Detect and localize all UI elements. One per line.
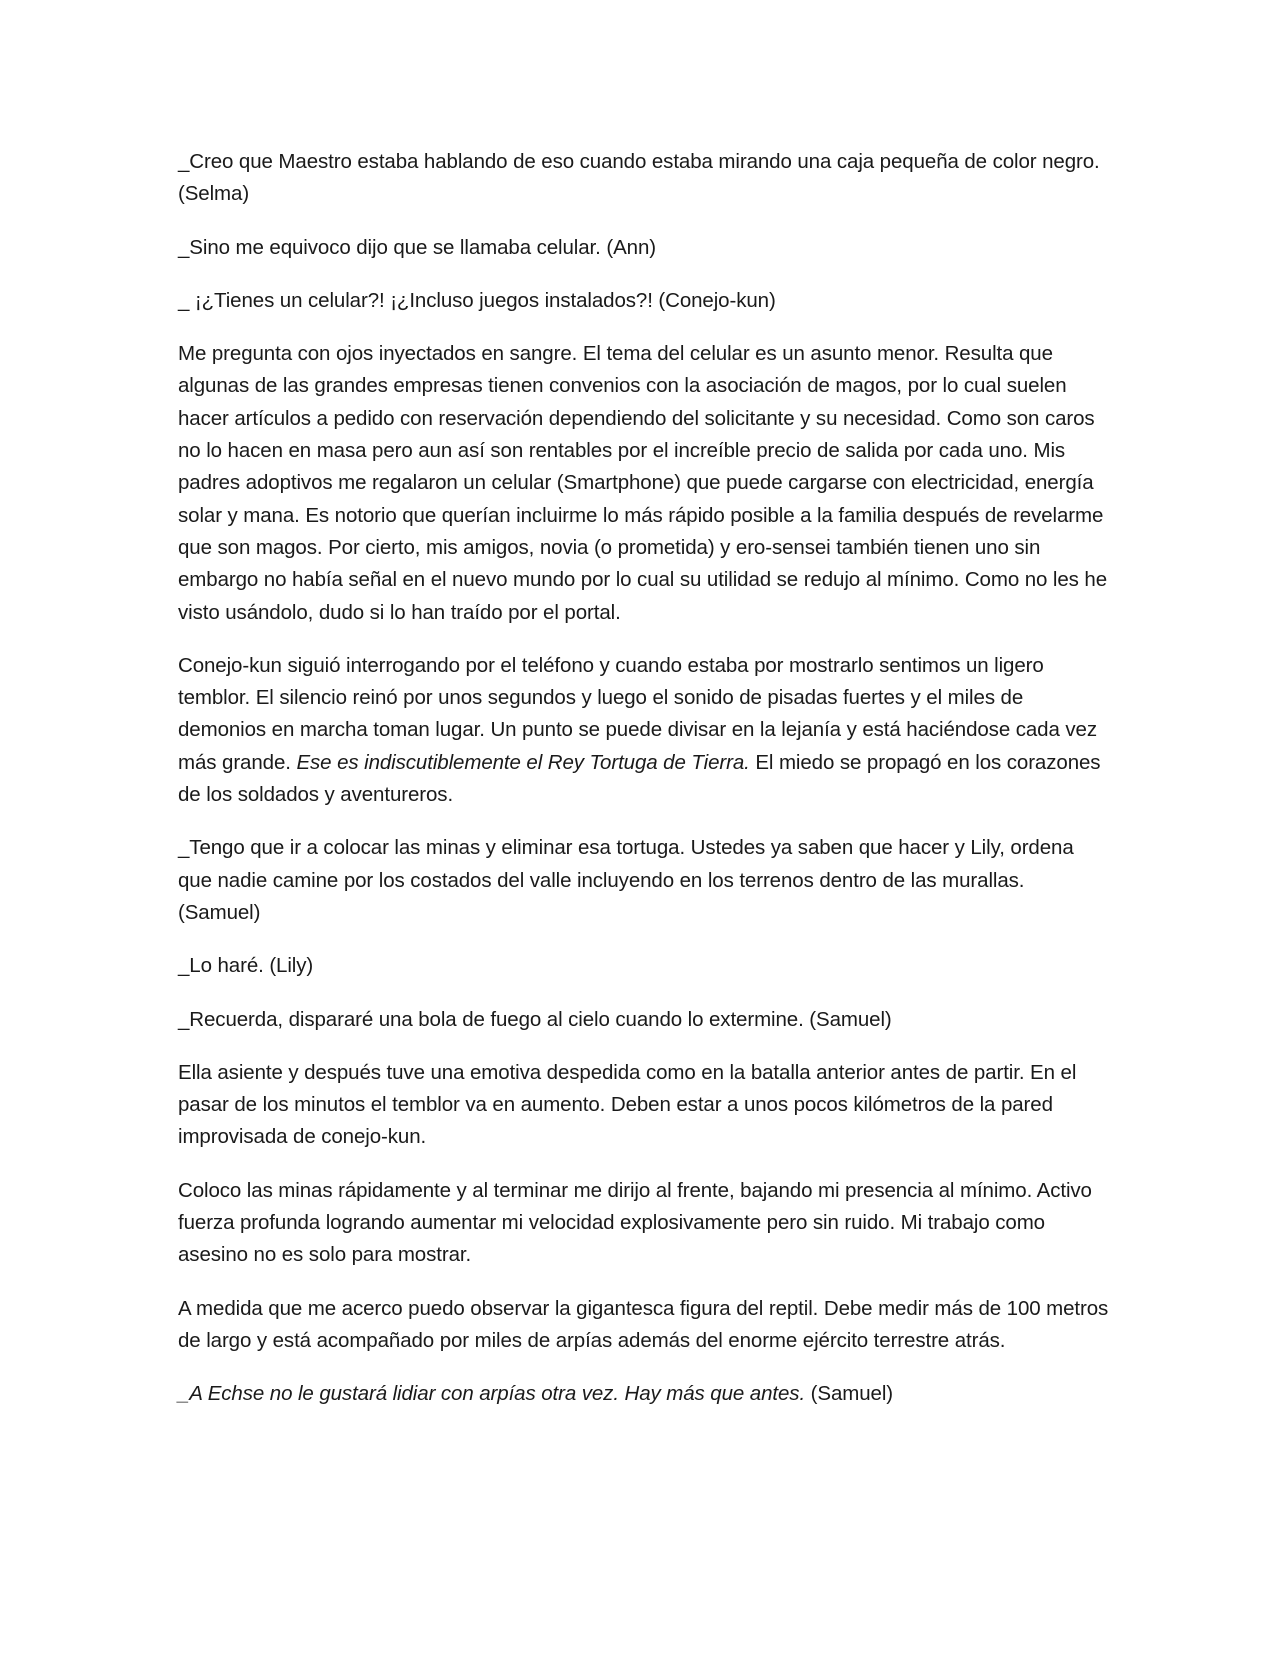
narration-text: El miedo se propagó en los corazones de los soldados y aventureros.: [178, 750, 1101, 807]
italic-thought: Ese es indiscutiblemente el Rey Tortuga de Tierra.: [296, 750, 750, 774]
dialogue-samuel: _Tengo que ir a colocar las minas y eliminar esa tortuga. Ustedes ya saben que hacer y Lily, ordena que nadie camine por los costados del valle incluyendo en los terrenos dentro de las murallas. (Samuel): [178, 836, 1074, 924]
dialogue-ann: _Sino me equivoco dijo que se llamaba celular. (Ann): [178, 235, 656, 259]
dialogue-selma: _Creo que Maestro estaba hablando de eso cuando estaba mirando una caja pequeña de color negro. (Selma): [178, 150, 1100, 206]
dialogue-conejo-kun: _ ¡¿Tienes un celular?! ¡¿Incluso juegos instalados?! (Conejo-kun): [178, 288, 776, 312]
narration-paragraph: A medida que me acerco puedo observar la gigantesca figura del reptil. Debe medir más de 100 metros de largo y está acompañado por miles de arpías además del enorme ejército terrestre atrás.: [178, 1296, 1109, 1352]
document-page: [178, 146, 1110, 1432]
dialogue-samuel-thought: [178, 1378, 1110, 1410]
narration-paragraph: Ella asiente y después tuve una emotiva despedida como en la batalla anterior antes de partir. En el pasar de los minutos el temblor va en aumento. Deben estar a unos pocos kilómetros de la pared improvisada de conejo-kun.: [178, 1060, 1077, 1149]
narration-paragraph: Me pregunta con ojos inyectados en sangre. El tema del celular es un asunto menor. Resulta que algunas de las grandes empresas tienen convenios con la asociación de magos, por lo cual suelen hacer artículos a pedido con reservación dependiendo del solicitante y su necesidad. Como son caros no lo hacen en masa pero aun así son rentables por el increíble precio de salida por cada uno. Mis padres adoptivos me regalaron un celular (Smartphone) que puede cargarse con electricidad, energía solar y mana. Es notorio que querían incluirme lo más rápido posible a la familia después de revelarme que son magos. Por cierto, mis amigos, novia (o prometida) y ero-sensei también tienen uno sin embargo no había señal en el nuevo mundo por lo cual su utilidad se redujo al mínimo. Como no les he visto usándolo, dudo si lo han traído por el portal.: [178, 342, 1108, 624]
narration-paragraph: Coloco las minas rápidamente y al terminar me dirijo al frente, bajando mi presencia al mínimo. Activo fuerza profunda logrando aumentar mi velocidad explosivamente pero sin ruido. Mi trabajo como asesino no es solo para mostrar.: [178, 1178, 1092, 1267]
italic-thought: _A Echse no le gustará lidiar con arpías otra vez. Hay más que antes.: [178, 1382, 806, 1406]
narration-paragraph-earthquake: [178, 650, 1110, 811]
dialogue-samuel: _Recuerda, dispararé una bola de fuego al cielo cuando lo extermine. (Samuel): [178, 1007, 892, 1031]
speaker-tag: (Samuel): [805, 1382, 894, 1406]
dialogue-lily: _Lo haré. (Lily): [178, 954, 314, 978]
narration-text: Conejo-kun siguió interrogando por el teléfono y cuando estaba por mostrarlo sentimos un ligero temblor. El silencio reinó por unos segundos y luego el sonido de pisadas fuertes y el miles de demonios en marcha toman lugar. Un punto se puede divisar en la lejanía y está haciéndose cada vez más grande.: [178, 653, 1097, 774]
